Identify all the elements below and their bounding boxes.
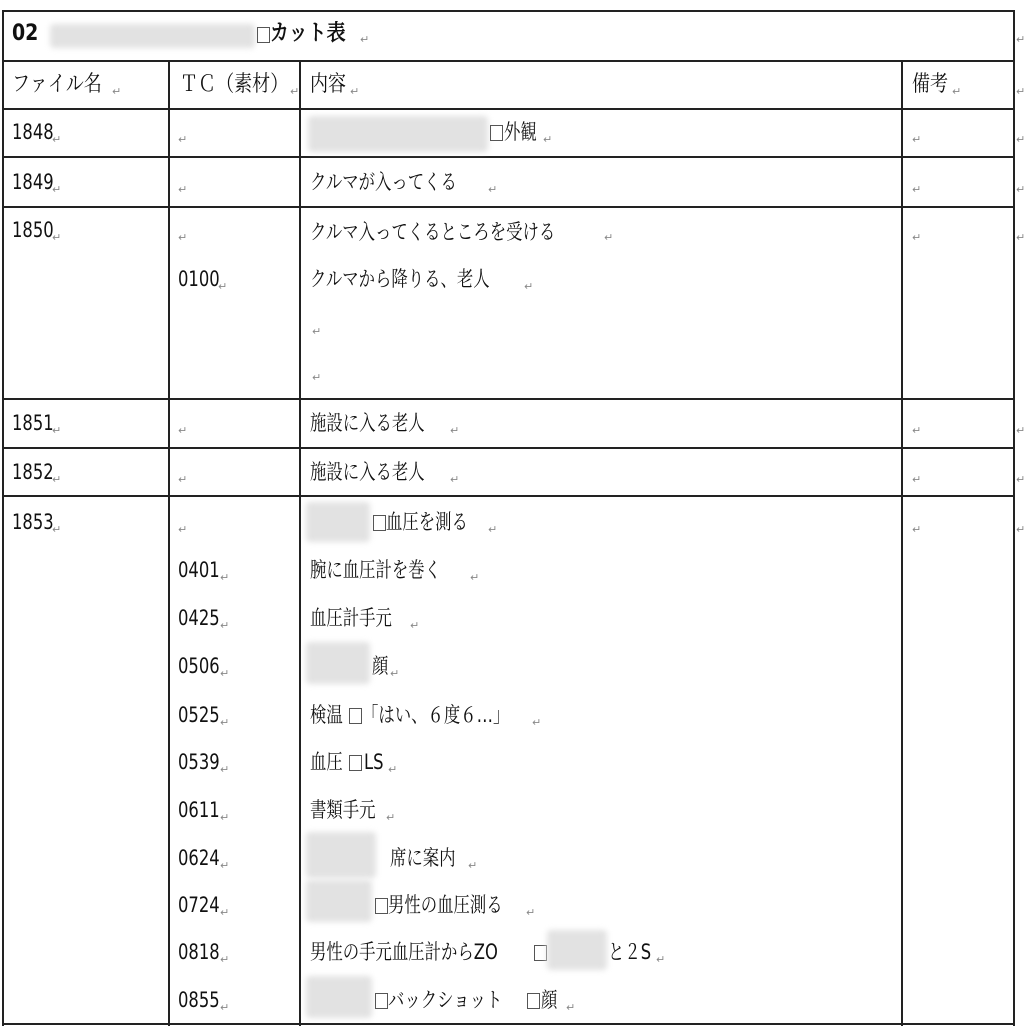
return-mark: ↵ bbox=[52, 231, 62, 244]
placeholder-box bbox=[349, 708, 362, 724]
content-text: 書類手元 bbox=[310, 798, 376, 822]
placeholder-box bbox=[373, 515, 386, 531]
placeholder-box bbox=[349, 755, 362, 771]
return-mark: ↵ bbox=[388, 763, 398, 776]
content-text: 男性の血圧測る bbox=[388, 893, 503, 917]
content-text: 血圧を測る bbox=[386, 510, 468, 534]
return-mark: ↵ bbox=[410, 619, 420, 632]
cut-sheet-title-prefix: 02 bbox=[12, 21, 39, 46]
timecode: 0539 bbox=[178, 750, 220, 774]
row-divider bbox=[2, 447, 1015, 449]
return-mark: ↵ bbox=[220, 763, 230, 776]
return-mark: ↵ bbox=[390, 667, 400, 680]
return-mark: ↵ bbox=[912, 523, 922, 536]
return-mark: ↵ bbox=[52, 133, 62, 146]
return-mark: ↵ bbox=[450, 424, 460, 437]
content-text: 男性の手元血圧計からZO bbox=[310, 940, 498, 964]
return-mark: ↵ bbox=[526, 906, 536, 919]
return-mark: ↵ bbox=[1016, 523, 1026, 536]
placeholder-box bbox=[490, 125, 503, 141]
return-mark: ↵ bbox=[532, 716, 542, 729]
row-divider bbox=[2, 206, 1015, 208]
return-mark: ↵ bbox=[952, 85, 962, 98]
cut-sheet-title-suffix: カット表 bbox=[270, 21, 346, 46]
return-mark: ↵ bbox=[312, 371, 322, 384]
return-mark: ↵ bbox=[178, 231, 188, 244]
header-tc-source: ＴＣ（素材） bbox=[180, 72, 289, 97]
return-mark: ↵ bbox=[178, 133, 188, 146]
return-mark: ↵ bbox=[52, 424, 62, 437]
content-text: クルマから降りる、老人 bbox=[310, 267, 490, 291]
placeholder-box bbox=[534, 945, 547, 961]
return-mark: ↵ bbox=[218, 280, 228, 293]
content-text: 施設に入る老人 bbox=[310, 411, 425, 435]
return-mark: ↵ bbox=[178, 473, 188, 486]
row-divider bbox=[2, 398, 1015, 400]
redacted-name bbox=[306, 642, 370, 684]
header-notes: 備考 bbox=[912, 72, 949, 97]
header-file-name: ファイル名 bbox=[12, 72, 102, 97]
return-mark: ↵ bbox=[112, 85, 122, 98]
return-mark: ↵ bbox=[912, 231, 922, 244]
return-mark: ↵ bbox=[220, 667, 230, 680]
row-divider bbox=[2, 156, 1015, 158]
content-text: 顔 bbox=[372, 654, 389, 678]
table-top-border bbox=[2, 10, 1015, 12]
return-mark: ↵ bbox=[470, 571, 480, 584]
content-text: 施設に入る老人 bbox=[310, 460, 425, 484]
redacted-name bbox=[306, 880, 372, 922]
return-mark: ↵ bbox=[178, 424, 188, 437]
return-mark: ↵ bbox=[1016, 231, 1026, 244]
content-text: 血圧 bbox=[310, 750, 343, 774]
content-text: クルマ入ってくるところを受ける bbox=[310, 220, 556, 244]
return-mark: ↵ bbox=[488, 183, 498, 196]
return-mark: ↵ bbox=[1016, 85, 1026, 98]
header-content: 内容 bbox=[310, 72, 347, 97]
timecode: 0855 bbox=[178, 988, 220, 1012]
file-number: 1853 bbox=[12, 510, 54, 534]
timecode: 0525 bbox=[178, 703, 220, 727]
return-mark: ↵ bbox=[178, 183, 188, 196]
content-text: と２S bbox=[608, 940, 652, 964]
timecode: 0818 bbox=[178, 940, 220, 964]
file-number: 1851 bbox=[12, 411, 54, 435]
return-mark: ↵ bbox=[220, 1001, 230, 1014]
file-number: 1852 bbox=[12, 460, 54, 484]
file-number: 1848 bbox=[12, 120, 54, 144]
redacted-name bbox=[547, 930, 607, 970]
return-mark: ↵ bbox=[1016, 133, 1026, 146]
return-mark: ↵ bbox=[566, 1001, 576, 1014]
return-mark: ↵ bbox=[220, 859, 230, 872]
content-text: LS bbox=[364, 750, 384, 774]
timecode: 0611 bbox=[178, 798, 220, 822]
table-bottom-border bbox=[2, 1023, 1015, 1025]
file-number: 1849 bbox=[12, 170, 54, 194]
return-mark: ↵ bbox=[468, 859, 478, 872]
return-mark: ↵ bbox=[912, 424, 922, 437]
content-text: バックショット bbox=[388, 988, 503, 1012]
return-mark: ↵ bbox=[220, 619, 230, 632]
redacted-title-name bbox=[50, 24, 255, 48]
return-mark: ↵ bbox=[912, 133, 922, 146]
content-text: 外観 bbox=[504, 120, 537, 144]
return-mark: ↵ bbox=[604, 231, 614, 244]
return-mark: ↵ bbox=[543, 133, 553, 146]
return-mark: ↵ bbox=[178, 523, 188, 536]
return-mark: ↵ bbox=[1016, 33, 1026, 46]
column-divider bbox=[168, 60, 170, 1026]
return-mark: ↵ bbox=[450, 473, 460, 486]
placeholder-box bbox=[375, 898, 388, 914]
redacted-name bbox=[308, 116, 488, 152]
return-mark: ↵ bbox=[386, 811, 396, 824]
return-mark: ↵ bbox=[52, 183, 62, 196]
placeholder-box bbox=[527, 993, 540, 1009]
return-mark: ↵ bbox=[290, 85, 300, 98]
placeholder-box bbox=[375, 993, 388, 1009]
content-text: クルマが入ってくる bbox=[310, 170, 457, 194]
return-mark: ↵ bbox=[524, 280, 534, 293]
row-divider bbox=[2, 495, 1015, 497]
return-mark: ↵ bbox=[52, 473, 62, 486]
return-mark: ↵ bbox=[312, 325, 322, 338]
table-left-border bbox=[2, 10, 4, 1026]
row-divider bbox=[2, 60, 1015, 62]
timecode: 0100 bbox=[178, 267, 220, 291]
content-text: 「はい、６度６…」 bbox=[362, 703, 510, 727]
redacted-name bbox=[306, 976, 372, 1018]
return-mark: ↵ bbox=[360, 33, 370, 46]
timecode: 0425 bbox=[178, 606, 220, 630]
return-mark: ↵ bbox=[220, 571, 230, 584]
timecode: 0624 bbox=[178, 846, 220, 870]
return-mark: ↵ bbox=[1016, 424, 1026, 437]
content-text: 腕に血圧計を巻く bbox=[310, 558, 442, 582]
timecode: 0724 bbox=[178, 893, 220, 917]
return-mark: ↵ bbox=[220, 716, 230, 729]
return-mark: ↵ bbox=[220, 953, 230, 966]
redacted-name bbox=[306, 502, 370, 542]
placeholder-box bbox=[257, 27, 270, 43]
return-mark: ↵ bbox=[52, 523, 62, 536]
redacted-name bbox=[306, 832, 376, 878]
return-mark: ↵ bbox=[488, 523, 498, 536]
return-mark: ↵ bbox=[1016, 473, 1026, 486]
return-mark: ↵ bbox=[912, 473, 922, 486]
return-mark: ↵ bbox=[912, 183, 922, 196]
content-text: 検温 bbox=[310, 703, 343, 727]
return-mark: ↵ bbox=[220, 811, 230, 824]
column-divider bbox=[299, 60, 301, 1026]
return-mark: ↵ bbox=[1016, 183, 1026, 196]
content-text: 顔 bbox=[541, 988, 558, 1012]
content-text: 血圧計手元 bbox=[310, 606, 392, 630]
return-mark: ↵ bbox=[656, 953, 666, 966]
content-text: 席に案内 bbox=[390, 846, 456, 870]
timecode: 0401 bbox=[178, 558, 220, 582]
return-mark: ↵ bbox=[220, 906, 230, 919]
row-divider bbox=[2, 108, 1015, 110]
table-right-border bbox=[1013, 10, 1015, 1026]
timecode: 0506 bbox=[178, 654, 220, 678]
column-divider bbox=[901, 60, 903, 1026]
return-mark: ↵ bbox=[350, 85, 360, 98]
file-number: 1850 bbox=[12, 218, 54, 242]
